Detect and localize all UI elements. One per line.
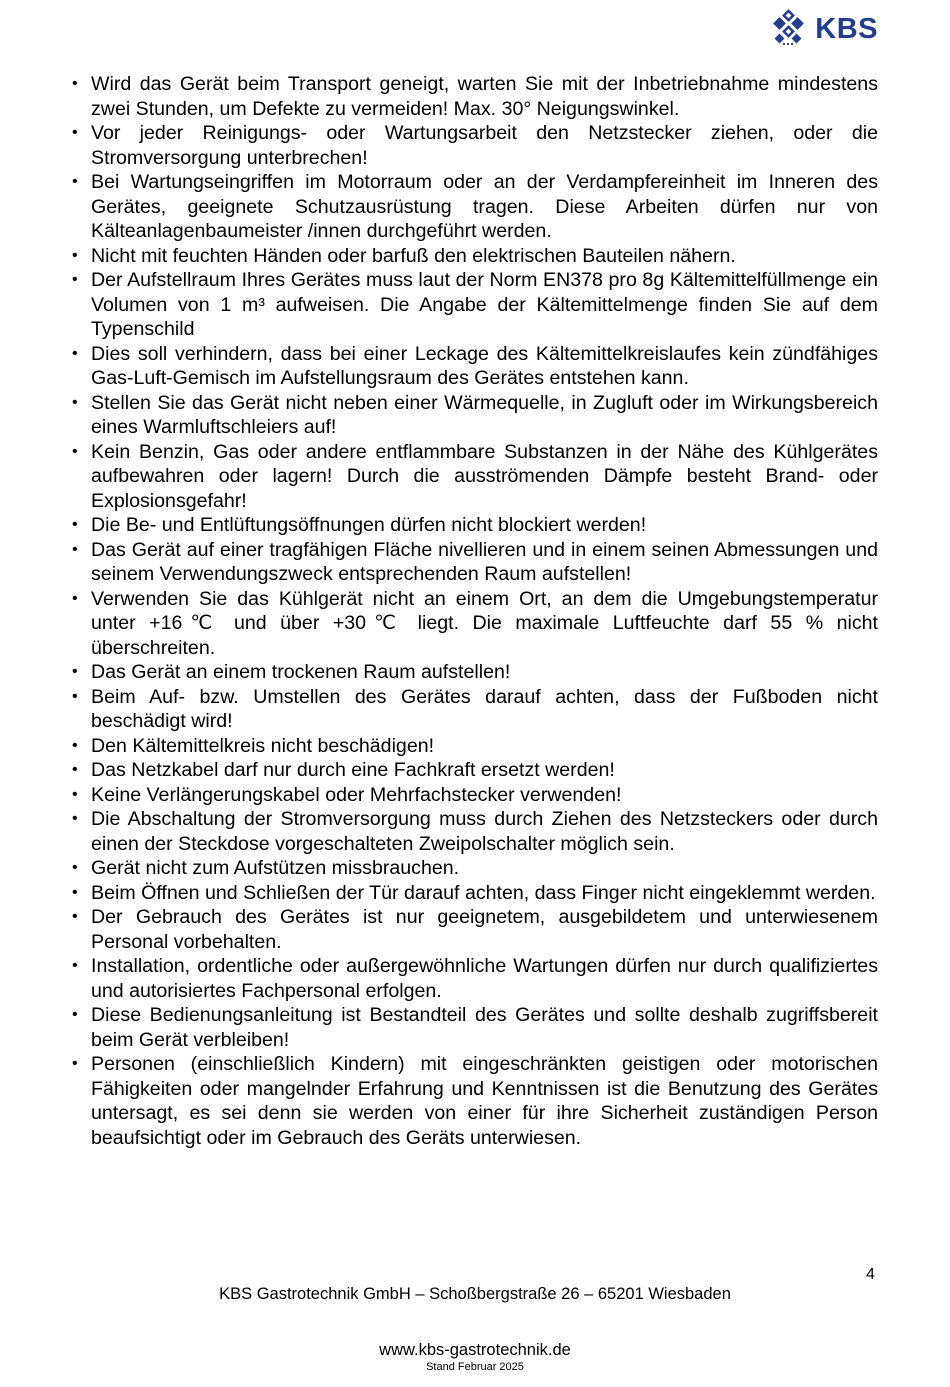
list-item-text: Personen (einschließlich Kindern) mit eingeschränkten geistigen oder motorischen Fähigkeiten oder mangelnder Erfahrung und Kenntnissen ist die Benutzung des Gerätes untersagt, es sei denn sie werden von einer für ihre Sicherheit zuständigen Person beaufsichtigt oder im Gebrauch des Geräts unterwiesen. xyxy=(91,1053,878,1149)
bullet-icon: • xyxy=(72,344,78,362)
kbs-logo xyxy=(771,8,878,50)
bullet-icon: • xyxy=(72,663,78,680)
safety-rules-list xyxy=(70,72,878,1150)
kbs-logo-mark-icon xyxy=(771,8,811,50)
list-item-text: Vor jeder Reinigungs- oder Wartungsarbeit den Netzstecker ziehen, oder die Stromversorgung unterbrechen! xyxy=(91,122,878,169)
list-item-text: Gerät nicht zum Aufstützen missbrauchen. xyxy=(91,857,460,879)
bullet-icon: • xyxy=(72,246,78,264)
bullet-icon: • xyxy=(72,810,78,827)
list-item-text: Diese Bedienungsanleitung ist Bestandteil des Gerätes und sollte deshalb zugriffsbereit beim Gerät verbleiben! xyxy=(91,1004,878,1051)
list-item-text: Bei Wartungseingriffen im Motorraum oder an der Verdampfereinheit im Inneren des Gerätes, geeignete Schutzausrüstung tragen. Diese Arbeiten dürfen nur von Kälteanlagenbaumeister /innen durchgeführt werden. xyxy=(91,171,878,242)
list-item xyxy=(70,856,878,881)
list-item-text: Das Gerät an einem trockenen Raum aufstellen! xyxy=(91,661,511,683)
footer-company-address: KBS Gastrotechnik GmbH – Schoßbergstraße 26 – 65201 Wiesbaden xyxy=(219,1285,731,1303)
bullet-icon: • xyxy=(72,736,78,754)
list-item xyxy=(70,1003,878,1052)
list-item xyxy=(70,587,878,661)
list-item-text: Die Abschaltung der Stromversorgung muss durch Ziehen des Netzsteckers oder durch einen der Steckdose vorgeschalteten Zweipolschalter möglich sein. xyxy=(91,808,878,855)
list-item-text: Wird das Gerät beim Transport geneigt, warten Sie mit der Inbetriebnahme mindestens zwei Stunden, um Defekte zu vermeiden! Max. 30° Neigungswinkel. xyxy=(91,73,878,120)
list-item-text: Die Be- und Entlüftungsöffnungen dürfen nicht blockiert werden! xyxy=(91,514,647,536)
list-item-text: Nicht mit feuchten Händen oder barfuß den elektrischen Bauteilen nähern. xyxy=(91,244,736,267)
bullet-icon: • xyxy=(72,859,78,876)
bullet-icon: • xyxy=(72,442,78,460)
list-item xyxy=(70,807,878,856)
list-item xyxy=(70,783,878,808)
list-item xyxy=(70,538,878,587)
list-item-text: Stellen Sie das Gerät nicht neben einer Wärmequelle, in Zugluft oder im Wirkungsbereich eines Warmluftschleiers auf! xyxy=(91,391,878,438)
bullet-icon: • xyxy=(72,173,78,190)
list-item-text: Dies soll verhindern, dass bei einer Leckage des Kältemittelkreislaufes kein zündfähiges Gas-Luft-Gemisch im Aufstellungsraum des Gerätes entstehen kann. xyxy=(91,342,878,389)
bullet-icon: • xyxy=(72,516,78,533)
list-item xyxy=(70,244,878,269)
list-item xyxy=(70,72,878,121)
list-item xyxy=(70,170,878,244)
list-item-text: Das Netzkabel darf nur durch eine Fachkraft ersetzt werden! xyxy=(91,759,615,781)
list-item xyxy=(70,121,878,170)
list-item-text: Kein Benzin, Gas oder andere entflammbare Substanzen in der Nähe des Kühlgerätes aufbewahren oder lagern! Durch die ausströmenden Dämpfe besteht Brand- oder Explosionsgefahr! xyxy=(91,440,878,512)
bullet-icon: • xyxy=(72,75,78,92)
logo-text: KBS xyxy=(815,12,878,45)
bullet-icon: • xyxy=(72,393,78,411)
list-item-text: Installation, ordentliche oder außergewöhnliche Wartungen dürfen nur durch qualifiziertes und autorisiertes Fachpersonal erfolgen. xyxy=(91,955,878,1002)
page-number: 4 xyxy=(866,1266,875,1283)
list-item xyxy=(70,954,878,1003)
bullet-icon: • xyxy=(72,124,78,141)
list-item xyxy=(70,1052,878,1150)
bullet-icon: • xyxy=(72,883,78,901)
bullet-icon: • xyxy=(72,1055,78,1072)
bullet-icon: • xyxy=(72,540,78,558)
bullet-icon: • xyxy=(72,957,78,974)
list-item-text: Beim Auf- bzw. Umstellen des Gerätes darauf achten, dass der Fußboden nicht beschädigt wird! xyxy=(91,685,878,732)
list-item-text: Den Kältemittelkreis nicht beschädigen! xyxy=(91,734,435,757)
list-item-text: Keine Verlängerungskabel oder Mehrfachstecker verwenden! xyxy=(91,783,622,806)
list-item-text: Beim Öffnen und Schließen der Tür darauf achten, dass Finger nicht eingeklemmt werden. xyxy=(91,881,876,904)
list-item xyxy=(70,905,878,954)
list-item-text: Verwenden Sie das Kühlgerät nicht an einem Ort, an dem die Umgebungstemperatur unter +16℃ und über +30℃ liegt. Die maximale Luftfeuchte darf 55 % nicht überschreiten. xyxy=(91,587,878,659)
list-item xyxy=(70,881,878,906)
list-item xyxy=(70,268,878,342)
list-item xyxy=(70,513,878,538)
bullet-icon: • xyxy=(72,589,78,607)
list-item xyxy=(70,342,878,391)
list-item-text: Der Gebrauch des Gerätes ist nur geeignetem, ausgebildetem und unterwiesenem Personal vorbehalten. xyxy=(91,906,878,953)
footer-revision-date: Stand Februar 2025 xyxy=(426,1361,524,1373)
list-item xyxy=(70,660,878,685)
list-item xyxy=(70,440,878,514)
footer-website: www.kbs-gastrotechnik.de xyxy=(379,1341,571,1359)
list-item-text: Das Gerät auf einer tragfähigen Fläche nivellieren und in einem seinen Abmessungen und seinem Verwendungszweck entsprechenden Raum aufstellen! xyxy=(91,538,878,585)
bullet-icon: • xyxy=(72,908,78,925)
list-item xyxy=(70,734,878,759)
bullet-icon: • xyxy=(72,1006,78,1023)
list-item xyxy=(70,685,878,734)
list-item-text: Der Aufstellraum Ihres Gerätes muss laut der Norm EN378 pro 8g Kältemittelfüllmenge ein Volumen von 1 m³ aufweisen. Die Angabe der Kältemittelmenge finden Sie auf dem Typenschild xyxy=(91,269,878,340)
bullet-icon: • xyxy=(72,761,78,778)
list-item xyxy=(70,758,878,783)
bullet-icon: • xyxy=(72,271,78,288)
list-item xyxy=(70,391,878,440)
bullet-icon: • xyxy=(72,785,78,803)
bullet-icon: • xyxy=(72,687,78,705)
